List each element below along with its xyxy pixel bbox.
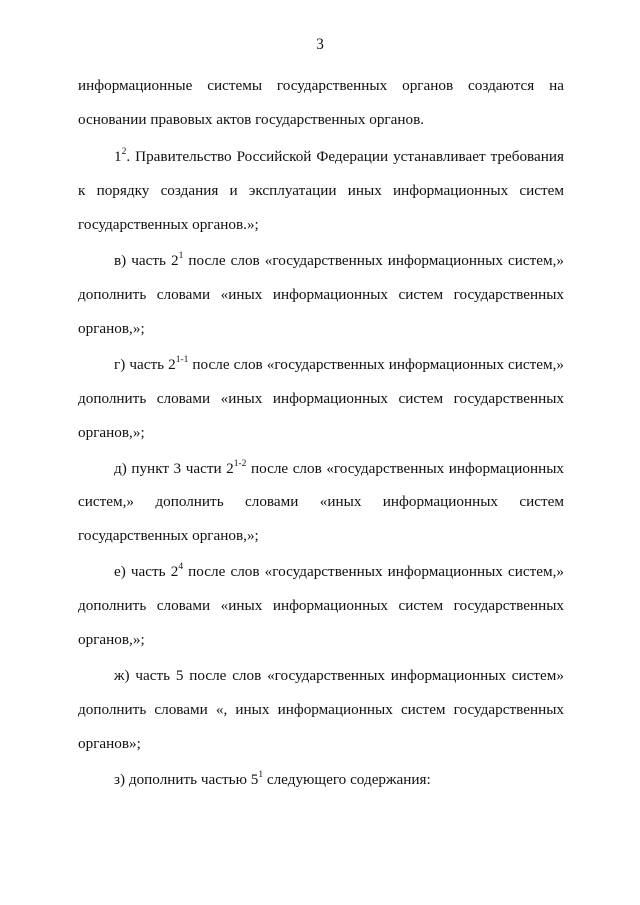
text-span: д) пункт 3 части 2 bbox=[114, 460, 234, 477]
text-span: з) дополнить частью 5 bbox=[114, 771, 259, 788]
item-zh-first-line: ж) часть 5 после слов «государственных информационных систем» bbox=[114, 667, 564, 684]
text-line: дополнить словами «иных информационных систем государственных bbox=[78, 286, 564, 303]
text-line: к порядку создания и эксплуатации иных информационных систем bbox=[78, 182, 564, 199]
text-span: в) часть 2 bbox=[114, 252, 179, 269]
item-d-first-line bbox=[114, 459, 564, 479]
superscript: 1 bbox=[258, 769, 264, 780]
text-line: информационные системы государственных органов создаются на bbox=[78, 77, 564, 94]
text-line: органов,»; bbox=[78, 631, 145, 648]
item-e-first-line bbox=[114, 562, 564, 582]
paragraph-number: 1 bbox=[114, 148, 122, 165]
superscript: 1-2 bbox=[233, 458, 247, 469]
text-line: дополнить словами «иных информационных систем государственных bbox=[78, 390, 564, 407]
text-line: государственных органов.»; bbox=[78, 216, 259, 233]
superscript: 1 bbox=[178, 250, 184, 261]
text-span: следующего содержания: bbox=[263, 771, 431, 788]
page-number: 3 bbox=[316, 36, 324, 53]
text-span: г) часть 2 bbox=[114, 356, 176, 373]
text-line: органов»; bbox=[78, 735, 141, 752]
text-line: органов,»; bbox=[78, 320, 145, 337]
text-span: после слов «государственных информационных систем,» bbox=[188, 356, 564, 373]
text-line: основании правовых актов государственных органов. bbox=[78, 111, 425, 128]
item-g-first-line bbox=[114, 355, 564, 375]
text-line: государственных органов,»; bbox=[78, 527, 259, 544]
text-line: дополнить словами «, иных информационных систем государственных bbox=[78, 701, 564, 718]
text-span: после слов «государственных информационных bbox=[246, 460, 564, 477]
superscript: 4 bbox=[178, 561, 184, 572]
item-z-first-line bbox=[114, 770, 564, 790]
superscript: 1-1 bbox=[175, 354, 189, 365]
text-span: после слов «государственных информационных систем,» bbox=[183, 563, 564, 580]
text-span: е) часть 2 bbox=[114, 563, 179, 580]
text-line: систем,» дополнить словами «иных информационных систем bbox=[78, 493, 564, 510]
text-span: . Правительство Российской Федерации устанавливает требования bbox=[126, 148, 564, 165]
text-line: дополнить словами «иных информационных систем государственных bbox=[78, 597, 564, 614]
text-span: после слов «государственных информационных систем,» bbox=[183, 252, 564, 269]
paragraph-1-2-first-line bbox=[114, 147, 564, 167]
superscript: 2 bbox=[121, 146, 127, 157]
item-v-first-line bbox=[114, 251, 564, 271]
text-line: органов,»; bbox=[78, 424, 145, 441]
